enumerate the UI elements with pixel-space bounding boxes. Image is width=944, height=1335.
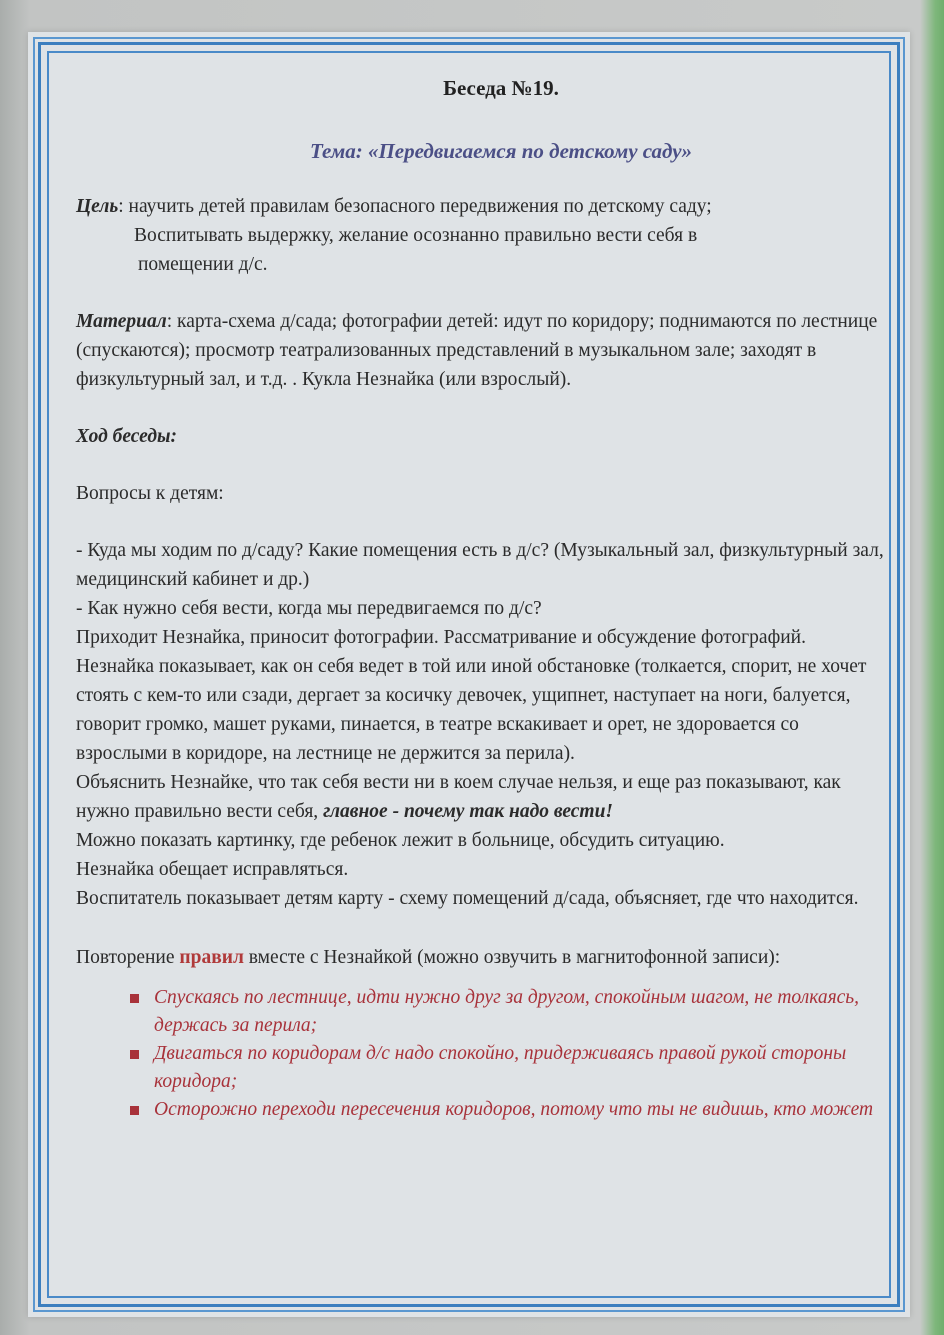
square-bullet-icon [130, 994, 139, 1003]
rule-text: Двигаться по коридорам д/с надо спокойно, придерживаясь правой рукой стороны коридора; [154, 1043, 847, 1092]
repeat-paragraph [76, 943, 886, 972]
material-paragraph [76, 307, 886, 394]
goal-line-2: Воспитывать выдержку, желание осознанно правильно вести себя в [134, 225, 698, 246]
document-theme: Тема: «Передвигаемся по детскому саду» [309, 139, 693, 163]
square-bullet-icon [130, 1050, 139, 1059]
paragraph-2-emphasis: главное - почему так надо вести! [318, 801, 614, 822]
spacer [76, 508, 886, 536]
goal-line-1 [76, 192, 886, 221]
repeat-after: вместе с Незнайкой (можно озвучить в магнитофонной записи): [243, 947, 781, 968]
spacer [76, 913, 886, 943]
repeat-highlight: правил [179, 947, 244, 968]
material-text: : карта-схема д/сада; фотографии детей: идут по коридору; поднимаются по лестнице (спускаются); просмотр театрализованных представлений в музыкальном зале; заходят в физкультурный зал, и т.д. . Кукла Незнайка (или взрослый). [76, 311, 878, 390]
paragraph-3: Можно показать картинку, где ребенок лежит в больнице, обсудить ситуацию. [76, 830, 725, 851]
document-content [76, 74, 886, 1124]
paragraph-4: Незнайка обещает исправляться. [76, 859, 349, 880]
paragraph-2-start: Объяснить Незнайке, что так себя вести ни в коем случае нельзя, и еще раз показывают, как нужно правильно вести себя, [76, 772, 841, 822]
rules-list [76, 984, 886, 1124]
document-title: Беседа №19. [443, 76, 559, 100]
rule-text: Осторожно переходи пересечения коридоров, потому что ты не видишь, кто может [154, 1099, 874, 1120]
goal-text-1: : научить детей правилам безопасного передвижения по детскому саду; [118, 196, 712, 217]
rule-item [126, 984, 886, 1040]
spacer [76, 279, 886, 307]
paragraph-5: Воспитатель показывает детям карту - схему помещений д/сада, объясняет, где что находится. [76, 888, 859, 909]
paragraph-2 [76, 768, 886, 826]
question-1: - Куда мы ходим по д/саду? Какие помещения есть в д/с? (Музыкальный зал, физкультурный зал, медицинский кабинет и др.) [76, 540, 884, 590]
goal-line-3: помещении д/с. [138, 254, 268, 275]
goal-label: Цель [76, 196, 119, 217]
square-bullet-icon [130, 1106, 139, 1115]
question-2: - Как нужно себя вести, когда мы передвигаемся по д/с? [76, 598, 542, 619]
spacer [76, 451, 886, 479]
rule-item [126, 1040, 886, 1096]
material-label: Материал [76, 311, 167, 332]
spacer [76, 394, 886, 422]
questions-label: Вопросы к детям: [76, 483, 224, 504]
rule-text: Спускаясь по лестнице, идти нужно друг за другом, спокойным шагом, не толкаясь, держась за перила; [154, 987, 860, 1036]
paper-sheet [28, 32, 910, 1317]
course-label: Ход беседы: [76, 426, 178, 447]
repeat-before: Повторение [76, 947, 180, 968]
rule-item [126, 1096, 886, 1124]
paragraph-1: Приходит Незнайка, приносит фотографии. Рассматривание и обсуждение фотографий. Незнайка показывает, как он себя ведет в той или иной обстановке (толкается, спорит, не хочет стоять с кем-то или сзади, дергает за косичку девочек, ущипнет, наступает на ноги, балуется, говорит громко, машет руками, пинается, в театре вскакивает и орет, не здоровается со взрослыми в коридоре, на лестнице не держится за перила). [76, 627, 867, 764]
